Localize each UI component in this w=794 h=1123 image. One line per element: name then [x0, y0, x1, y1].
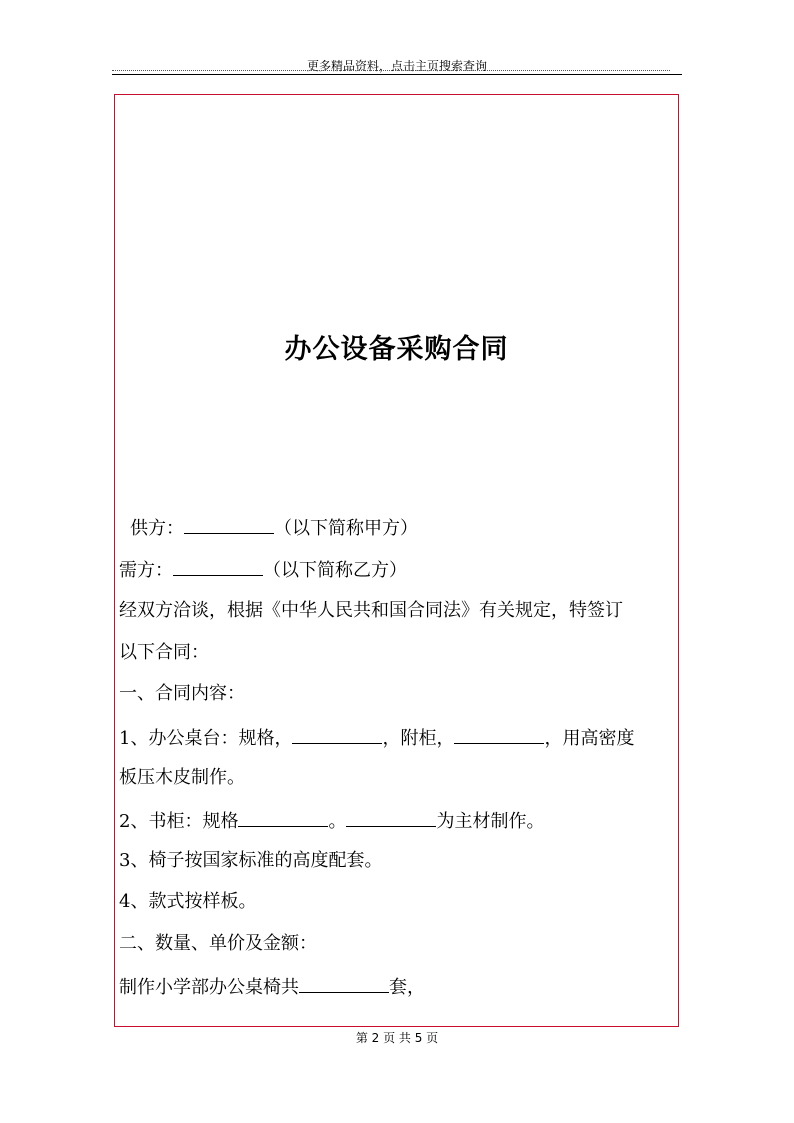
item-1-text-c: ，用高密度 — [544, 728, 635, 749]
item-1-text-a: 1、办公桌台：规格， — [119, 728, 293, 749]
page-header-text: 更多精品资料，点击主页搜索查询 — [306, 59, 487, 73]
item-2-text-b: 。 — [328, 811, 347, 832]
item-1-line — [119, 725, 634, 750]
header-dotted-rule — [112, 70, 670, 71]
item-2-spec-blank[interactable] — [238, 808, 328, 827]
item-2-text-a: 2、书柜：规格 — [119, 811, 239, 832]
supplier-line — [130, 515, 418, 540]
item-5-text-b: 套， — [389, 977, 425, 998]
item-2-line — [119, 808, 544, 833]
item-5-text-a: 制作小学部办公桌椅共 — [119, 977, 299, 998]
supplier-note: （以下简称甲方） — [274, 518, 418, 539]
section-1-heading: 一、合同内容： — [119, 683, 245, 704]
item-1-spec-blank[interactable] — [292, 725, 382, 744]
document-title: 办公设备采购合同 — [284, 334, 509, 365]
item-1-cabinet-blank[interactable] — [454, 725, 544, 744]
header-rule — [112, 74, 682, 75]
item-2-text-c: 为主材制作。 — [436, 811, 545, 832]
supplier-label: 供方： — [130, 518, 184, 539]
buyer-note: （以下简称乙方） — [263, 560, 407, 581]
item-1-text-b: ，附柜， — [382, 728, 455, 749]
buyer-line — [119, 557, 407, 582]
buyer-label: 需方： — [119, 560, 173, 581]
supplier-blank[interactable] — [184, 515, 274, 534]
buyer-blank[interactable] — [173, 557, 263, 576]
item-2-material-blank[interactable] — [346, 808, 436, 827]
page-footer: 第 2 页 共 5 页 — [355, 1031, 439, 1045]
intro-paragraph-line-1: 经双方洽谈，根据《中华人民共和国合同法》有关规定，特签订 — [119, 600, 623, 621]
section-2-heading: 二、数量、单价及金额： — [119, 933, 317, 954]
intro-paragraph-line-2: 以下合同： — [119, 642, 209, 663]
item-4-line: 4、款式按样板。 — [119, 891, 257, 912]
item-5-quantity-blank[interactable] — [299, 974, 389, 993]
item-3-line: 3、椅子按国家标准的高度配套。 — [119, 850, 383, 871]
item-5-line — [119, 974, 425, 999]
item-1-continuation: 板压木皮制作。 — [119, 767, 245, 788]
